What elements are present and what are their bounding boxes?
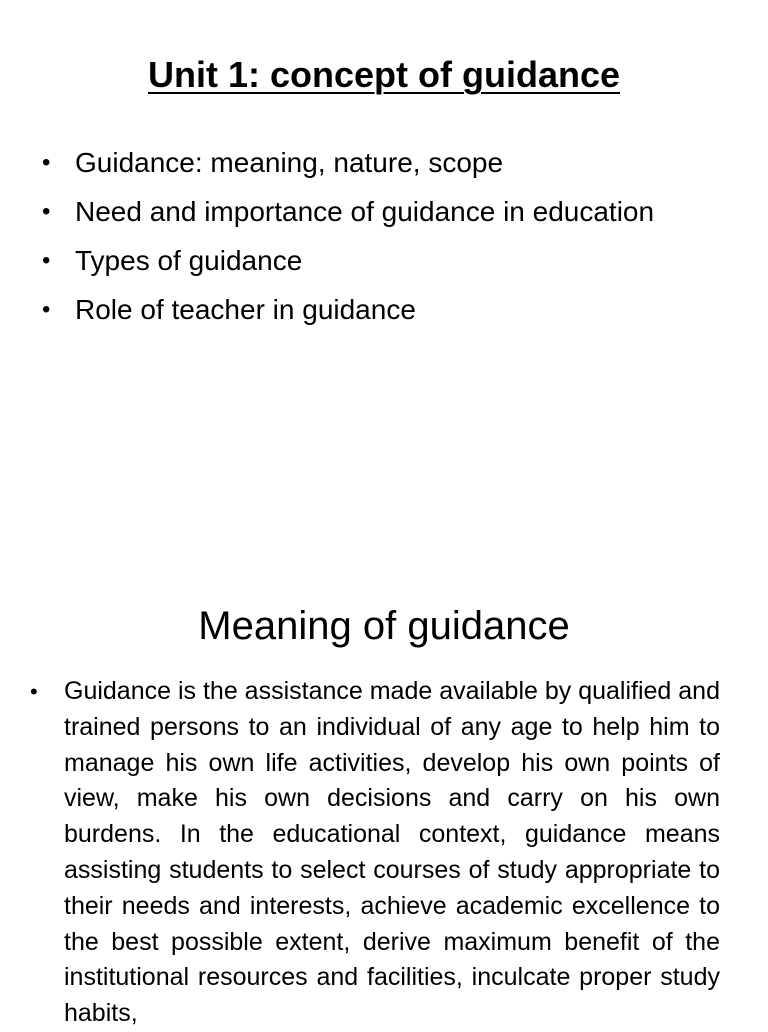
slide-title: Meaning of guidance bbox=[198, 604, 570, 648]
bullet-icon: • bbox=[42, 247, 51, 274]
bullet-icon: • bbox=[30, 679, 38, 704]
list-item-text: Role of teacher in guidance bbox=[75, 294, 416, 325]
paragraph-list bbox=[30, 674, 720, 1032]
paragraph-text: Guidance is the assistance made available by qualified and trained persons to an individual of any age to help him to manage his own life activities, develop his own points of view, make his own decisions and carry on his own burdens. In the educational context, guidance means assisting students to select courses of study appropriate to their needs and interests, achieve academic excellence to the best possible extent, derive maximum benefit of the institutional resources and facilities, inculcate proper study habits, bbox=[64, 677, 720, 1028]
bullet-icon: • bbox=[42, 198, 51, 225]
slide-title: Unit 1: concept of guidance bbox=[147, 54, 621, 95]
bullet-icon: • bbox=[42, 149, 51, 176]
list-item bbox=[30, 674, 720, 1032]
list-item bbox=[42, 142, 662, 183]
list-item-text: Guidance: meaning, nature, scope bbox=[75, 147, 504, 178]
list-item-text: Types of guidance bbox=[75, 245, 303, 276]
list-item bbox=[42, 191, 662, 232]
list-item-text: Need and importance of guidance in education bbox=[75, 196, 655, 227]
topic-list bbox=[42, 142, 662, 338]
bullet-icon: • bbox=[42, 296, 51, 323]
slide-meaning-of-guidance bbox=[0, 520, 768, 1028]
list-item bbox=[42, 240, 662, 281]
list-item bbox=[42, 289, 662, 330]
